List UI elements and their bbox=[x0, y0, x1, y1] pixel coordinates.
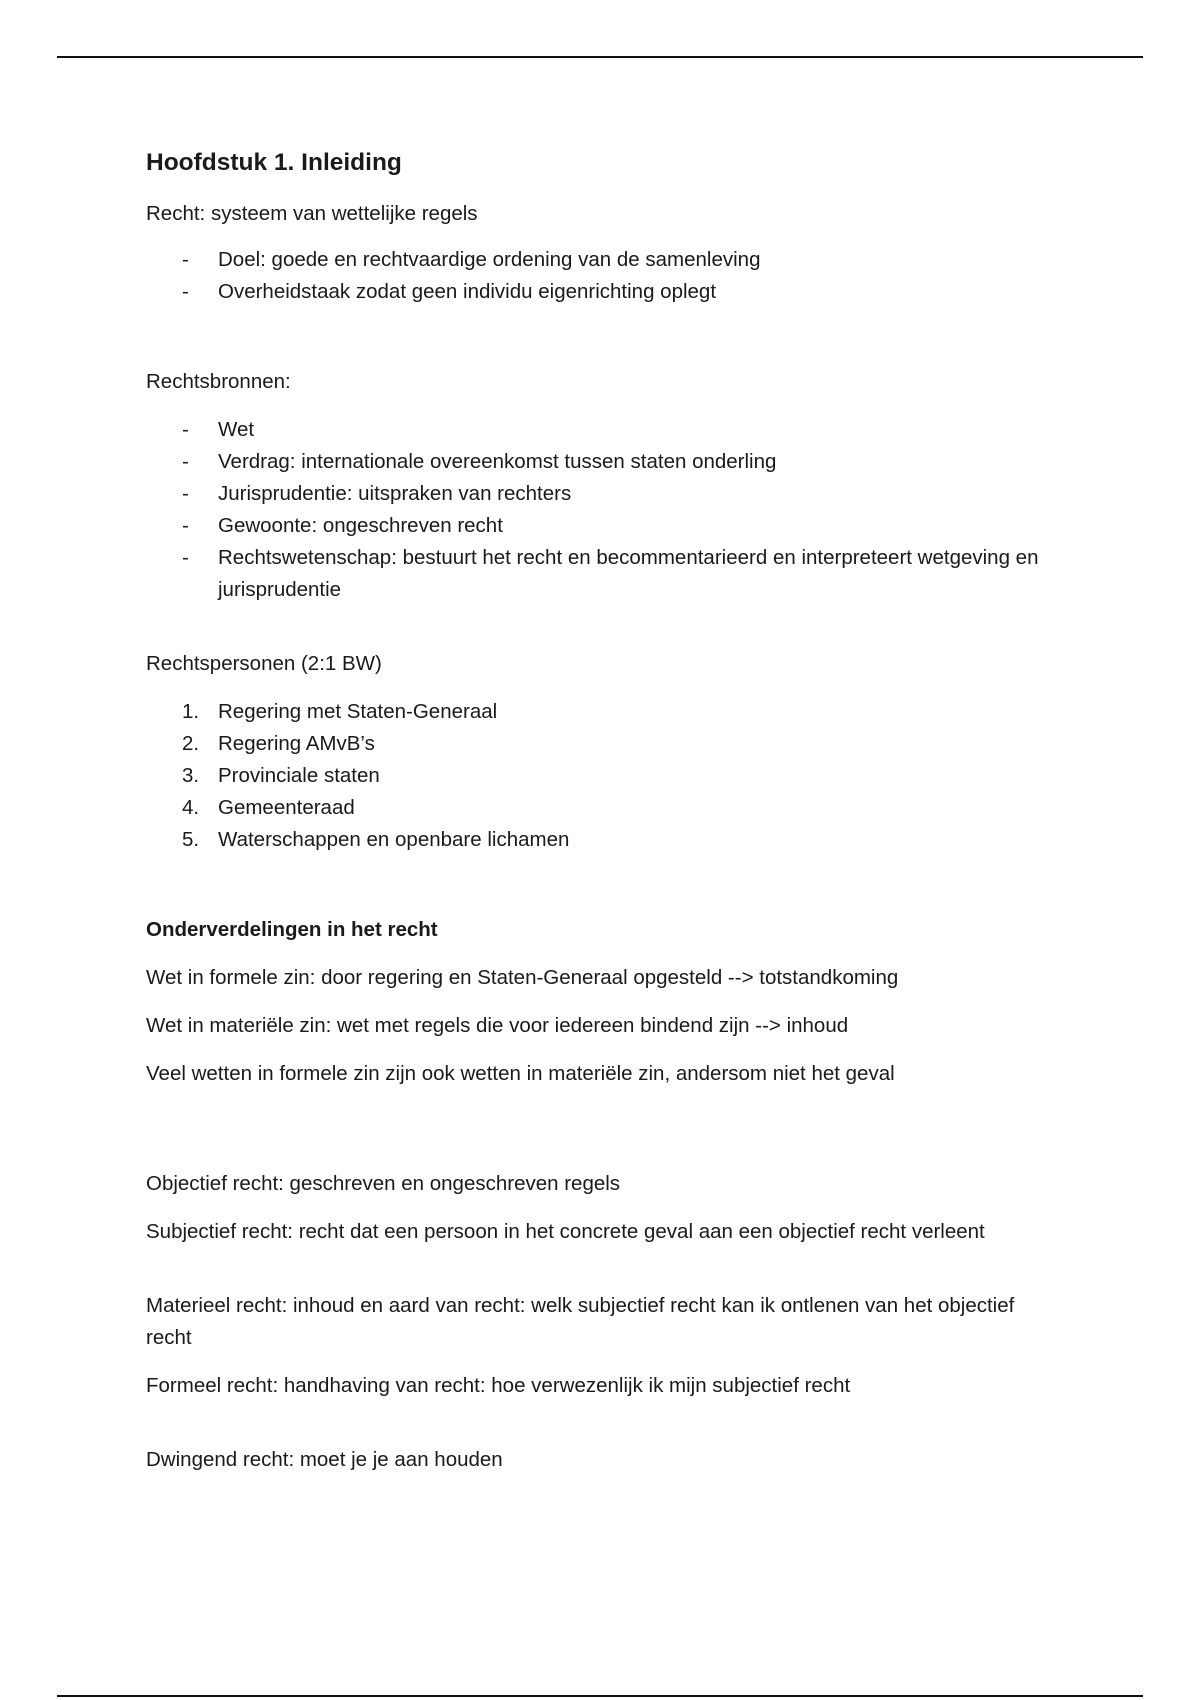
rechtsbronnen-label: Rechtsbronnen: bbox=[146, 370, 291, 393]
list-item: 5. Waterschappen en openbare lichamen bbox=[182, 828, 570, 851]
paragraph-materiele-zin: Wet in materiële zin: wet met regels die voor iedereen bindend zijn --> inhoud bbox=[146, 1014, 849, 1037]
list-item: 2. Regering AMvB’s bbox=[182, 732, 375, 755]
document-body bbox=[146, 146, 1046, 1476]
rechtsbronnen-list bbox=[146, 414, 1046, 606]
paragraph-subjectief: Subjectief recht: recht dat een persoon in het concrete geval aan een objectief recht verleent bbox=[146, 1220, 985, 1243]
paragraph-materieel-recht: Materieel recht: inhoud en aard van recht: welk subjectief recht kan ik ontlenen van het objectief recht bbox=[146, 1294, 1015, 1349]
rechtspersonen-list bbox=[146, 696, 1046, 856]
section-title: Onderverdelingen in het recht bbox=[146, 918, 438, 941]
paragraph-formele-zin: Wet in formele zin: door regering en Staten-Generaal opgesteld --> totstandkoming bbox=[146, 966, 899, 989]
paragraph-dwingend: Dwingend recht: moet je je aan houden bbox=[146, 1448, 503, 1471]
list-item: - Doel: goede en rechtvaardige ordening van de samenleving bbox=[182, 248, 761, 271]
chapter-title: Hoofdstuk 1. Inleiding bbox=[146, 149, 402, 176]
list-item: 1. Regering met Staten-Generaal bbox=[182, 700, 498, 723]
paragraph-objectief: Objectief recht: geschreven en ongeschreven regels bbox=[146, 1172, 621, 1195]
list-item: - Wet bbox=[182, 418, 255, 441]
list-item: - Jurisprudentie: uitspraken van rechters bbox=[182, 482, 572, 505]
list-item: - Overheidstaak zodat geen individu eigenrichting oplegt bbox=[182, 280, 717, 303]
list-item: 3. Provinciale staten bbox=[182, 764, 380, 787]
paragraph-formeel-recht: Formeel recht: handhaving van recht: hoe verwezenlijk ik mijn subjectief recht bbox=[146, 1374, 851, 1397]
recht-list bbox=[146, 244, 1046, 308]
list-item: - Verdrag: internationale overeenkomst tussen staten onderling bbox=[182, 450, 777, 473]
header-rule bbox=[57, 56, 1143, 58]
recht-definition: Recht: systeem van wettelijke regels bbox=[146, 202, 478, 225]
list-item: 4. Gemeenteraad bbox=[182, 796, 355, 819]
paragraph-veel-wetten: Veel wetten in formele zin zijn ook wetten in materiële zin, andersom niet het geval bbox=[146, 1062, 895, 1085]
list-item: - Gewoonte: ongeschreven recht bbox=[182, 514, 503, 537]
list-item: - Rechtswetenschap: bestuurt het recht en becommentarieerd en interpreteert wetgeving en jurisprudentie bbox=[182, 546, 1039, 601]
rechtspersonen-label: Rechtspersonen (2:1 BW) bbox=[146, 652, 382, 675]
footer-rule bbox=[57, 1695, 1143, 1697]
